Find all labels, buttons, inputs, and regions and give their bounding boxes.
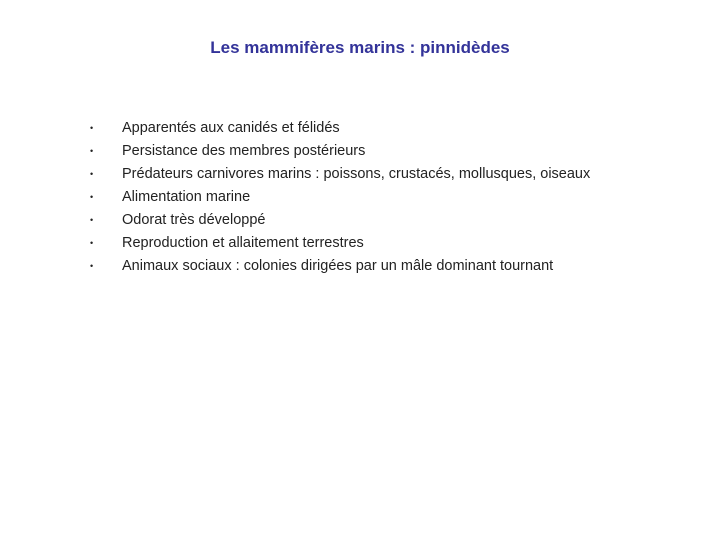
bullet-icon: • — [90, 169, 94, 179]
bullet-text: Alimentation marine — [122, 189, 251, 205]
bullet-text: Reproduction et allaitement terrestres — [122, 235, 364, 251]
bullet-icon: • — [90, 146, 94, 156]
bullet-text: Odorat très développé — [122, 212, 266, 228]
bullet-icon: • — [90, 261, 94, 271]
bullet-icon: • — [90, 215, 94, 225]
list-item — [90, 212, 610, 229]
bullet-icon: • — [90, 123, 94, 133]
bullet-text: Apparentés aux canidés et félidés — [122, 120, 340, 136]
bullet-list — [90, 120, 610, 281]
list-item — [90, 143, 610, 160]
bullet-text: Persistance des membres postérieurs — [122, 143, 366, 159]
list-item — [90, 258, 610, 275]
list-item — [90, 120, 610, 137]
list-item — [90, 189, 610, 206]
slide-title: Les mammifères marins : pinnidèdes — [210, 38, 510, 57]
bullet-text: Animaux sociaux : colonies dirigées par un mâle dominant tournant — [122, 258, 554, 274]
list-item — [90, 235, 610, 252]
bullet-icon: • — [90, 192, 94, 202]
list-item — [90, 166, 610, 183]
bullet-text: Prédateurs carnivores marins : poissons, crustacés, mollusques, oiseaux — [122, 166, 591, 182]
bullet-icon: • — [90, 238, 94, 248]
